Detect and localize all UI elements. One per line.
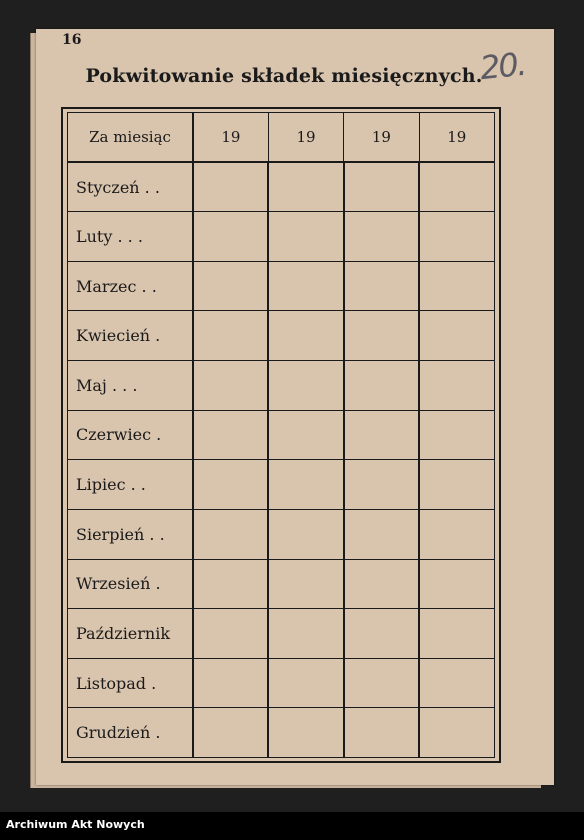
page-number: 16 — [62, 32, 82, 48]
receipt-cell[interactable] — [344, 162, 419, 212]
table-row — [68, 261, 495, 311]
year-column-header: 19 — [193, 113, 268, 163]
receipt-cell[interactable] — [268, 212, 343, 262]
receipt-cell[interactable] — [268, 460, 343, 510]
table-header-row — [68, 113, 495, 163]
page-title: Pokwitowanie składek miesięcznych. — [85, 65, 483, 87]
receipt-cell[interactable] — [419, 410, 494, 460]
receipt-cell[interactable] — [419, 708, 494, 758]
receipt-cell[interactable] — [193, 361, 268, 411]
receipt-cell[interactable] — [344, 311, 419, 361]
month-label: Wrzesień . — [68, 559, 194, 609]
receipt-cell[interactable] — [419, 361, 494, 411]
year-column-header: 19 — [344, 113, 419, 163]
archive-footer-bar — [0, 812, 584, 840]
month-label: Sierpień . . — [68, 509, 194, 559]
month-label: Luty . . . — [68, 212, 194, 262]
receipt-cell[interactable] — [268, 658, 343, 708]
receipt-cell[interactable] — [268, 509, 343, 559]
document-page — [36, 29, 554, 785]
receipt-cell[interactable] — [344, 361, 419, 411]
receipt-cell[interactable] — [268, 609, 343, 659]
receipt-cell[interactable] — [268, 361, 343, 411]
receipt-cell[interactable] — [268, 708, 343, 758]
receipt-cell[interactable] — [344, 261, 419, 311]
month-label: Grudzień . — [68, 708, 194, 758]
receipt-cell[interactable] — [193, 559, 268, 609]
receipt-cell[interactable] — [419, 212, 494, 262]
receipt-cell[interactable] — [193, 311, 268, 361]
receipt-cell[interactable] — [344, 609, 419, 659]
archive-label: Archiwum Akt Nowych — [6, 818, 145, 831]
receipt-cell[interactable] — [193, 261, 268, 311]
month-label: Lipiec . . — [68, 460, 194, 510]
receipt-cell[interactable] — [193, 708, 268, 758]
receipt-cell[interactable] — [193, 410, 268, 460]
table-row — [68, 609, 495, 659]
year-column-header: 19 — [268, 113, 343, 163]
table-row — [68, 460, 495, 510]
receipt-cell[interactable] — [193, 609, 268, 659]
month-label: Marzec . . — [68, 261, 194, 311]
receipt-cell[interactable] — [419, 460, 494, 510]
receipt-cell[interactable] — [268, 559, 343, 609]
receipt-cell[interactable] — [268, 162, 343, 212]
receipt-cell[interactable] — [193, 460, 268, 510]
month-label: Maj . . . — [68, 361, 194, 411]
table-row — [68, 361, 495, 411]
table-row — [68, 509, 495, 559]
receipt-cell[interactable] — [419, 311, 494, 361]
receipt-cell[interactable] — [344, 658, 419, 708]
receipt-cell[interactable] — [419, 559, 494, 609]
table-row — [68, 708, 495, 758]
receipt-cell[interactable] — [344, 559, 419, 609]
table-row — [68, 410, 495, 460]
table-row — [68, 658, 495, 708]
receipt-cell[interactable] — [344, 212, 419, 262]
table-row — [68, 559, 495, 609]
receipt-cell[interactable] — [193, 162, 268, 212]
month-label: Październik — [68, 609, 194, 659]
table-row — [68, 212, 495, 262]
year-column-header: 19 — [419, 113, 494, 163]
month-column-header: Za miesiąc — [68, 113, 194, 163]
table-row — [68, 311, 495, 361]
receipt-cell[interactable] — [344, 509, 419, 559]
receipt-cell[interactable] — [193, 212, 268, 262]
receipt-cell[interactable] — [419, 509, 494, 559]
month-label: Listopad . — [68, 658, 194, 708]
receipt-cell[interactable] — [344, 460, 419, 510]
receipt-cell[interactable] — [268, 410, 343, 460]
receipt-cell[interactable] — [268, 311, 343, 361]
receipt-cell[interactable] — [419, 162, 494, 212]
receipt-table — [67, 112, 495, 758]
handwritten-page-number: 20. — [478, 44, 527, 88]
receipt-cell[interactable] — [344, 708, 419, 758]
month-label: Styczeń . . — [68, 162, 194, 212]
receipt-cell[interactable] — [419, 609, 494, 659]
table-body — [68, 162, 495, 758]
month-label: Czerwiec . — [68, 410, 194, 460]
receipt-cell[interactable] — [193, 658, 268, 708]
receipt-cell[interactable] — [419, 261, 494, 311]
table-row — [68, 162, 495, 212]
receipt-cell[interactable] — [193, 509, 268, 559]
receipt-table-frame — [61, 107, 501, 763]
month-label: Kwiecień . — [68, 311, 194, 361]
receipt-cell[interactable] — [419, 658, 494, 708]
receipt-cell[interactable] — [268, 261, 343, 311]
receipt-cell[interactable] — [344, 410, 419, 460]
